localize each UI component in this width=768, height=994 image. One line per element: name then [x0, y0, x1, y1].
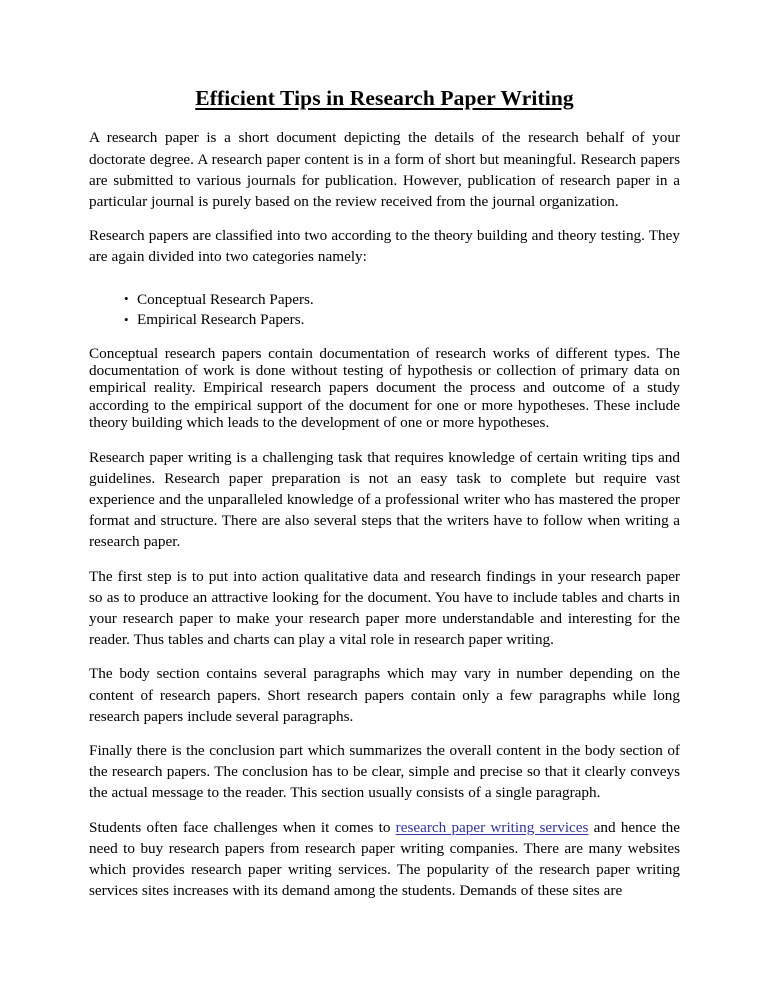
paragraph-text-before-link: Students often face challenges when it comes to	[89, 818, 396, 836]
list-spacer	[89, 281, 680, 290]
paragraph-conceptual-empirical: Conceptual research papers contain documentation of research works of different types. The documentation of work is done without testing of hypothesis or collection of primary data on empirical reality. Empirical research papers document the process and outcome of a study according to the empirical support of the document for one or more hypotheses. These include theory building which leads to the development of one or more hypotheses.	[89, 344, 680, 432]
page-title-text: Efficient Tips in Research Paper Writing	[195, 86, 574, 110]
paragraph-first-step: The first step is to put into action qualitative data and research findings in your research paper so as to produce an attractive looking for the document. You have to include tables and charts in your research paper to make your research paper more understandable and interesting for the reader. Thus tables and charts can play a vital role in research paper writing.	[89, 567, 680, 649]
list-item-label: Conceptual Research Papers.	[137, 290, 314, 308]
paragraph-text-after-link: and hence the need to buy research papers from research paper writing companies. There are many websites which provides research paper writing services. The popularity of the research paper writing services sites increases with its demand among the students. Demands of these sites are	[89, 818, 681, 900]
research-paper-types-list	[89, 290, 680, 331]
list-item-label: Empirical Research Papers.	[137, 311, 305, 329]
paragraph-body-section: The body section contains several paragraphs which may vary in number depending on the content of research papers. Short research papers contain only a few paragraphs while long research papers include several paragraphs.	[89, 665, 680, 725]
paragraph-writing-services	[89, 817, 680, 902]
research-paper-writing-services-link[interactable]: research paper writing services	[395, 818, 589, 836]
paragraph-conclusion: Finally there is the conclusion part which summarizes the overall content in the body section of the research papers. The conclusion has to be clear, simple and precise so that it clearly conveys the actual message to the reader. This section usually consists of a single paragraph.	[89, 742, 680, 802]
document-body	[89, 86, 680, 901]
list-item	[89, 290, 680, 311]
page-title	[89, 86, 680, 111]
paragraph-challenging-task: Research paper writing is a challenging task that requires knowledge of certain writing tips and guidelines. Research paper preparation is not an easy task to complete but require vast experience and the unparalleled knowledge of a professional writer who has mastered the proper format and structure. There are also several steps that the writers have to follow when writing a research paper.	[89, 448, 680, 551]
paragraph-classification: Research papers are classified into two according to the theory building and theory testing. They are again divided into two categories namely:	[89, 227, 680, 266]
list-item	[89, 310, 680, 331]
paragraph-intro: A research paper is a short document depicting the details of the research behalf of your doctorate degree. A research paper content is in a form of short but meaningful. Research papers are submitted to various journals for publication. However, publication of research paper in a particular journal is purely based on the review received from the journal organization.	[89, 129, 680, 210]
